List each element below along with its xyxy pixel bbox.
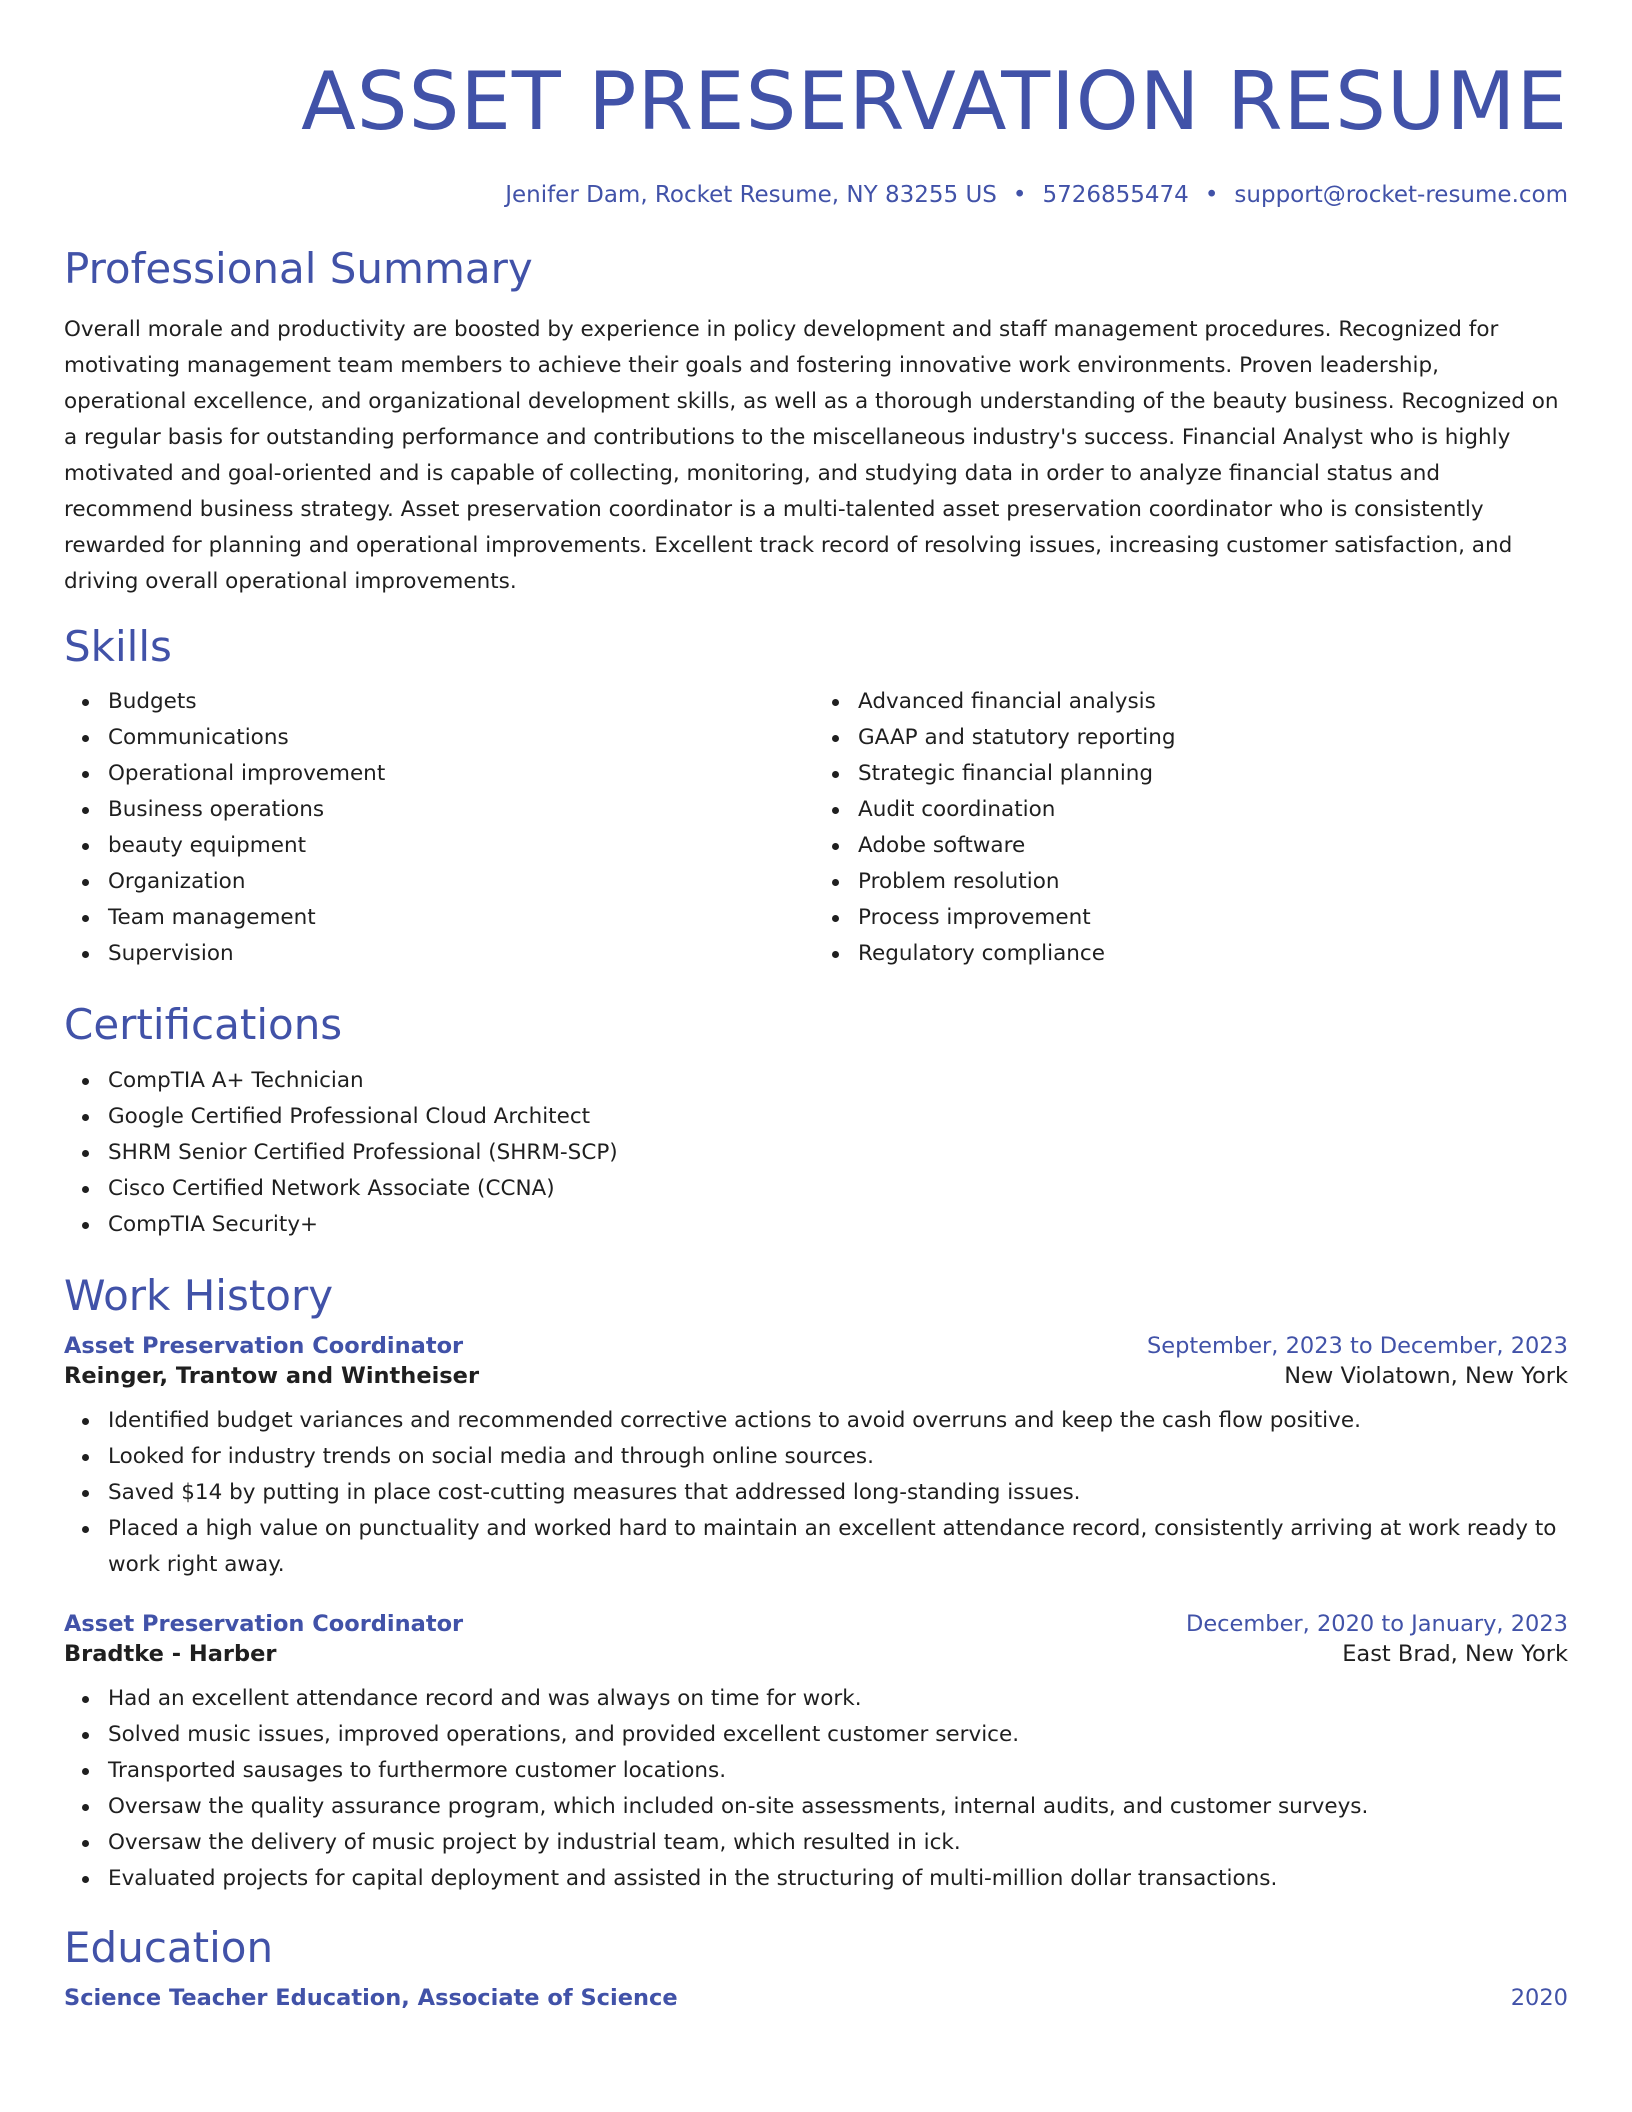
job-bullet: Oversaw the delivery of music project by industrial team, which resulted in ick. (108, 1825, 1568, 1861)
skill-item: Communications (108, 720, 816, 756)
job-bullet: Placed a high value on punctuality and worked hard to maintain an excellent attendance record, consistently arriving at work ready to work right away. (108, 1511, 1568, 1583)
separator-dot: • (1204, 182, 1219, 208)
skill-item: Adobe software (858, 828, 1568, 864)
job-header-row (64, 1333, 1568, 1359)
summary-section (64, 246, 1568, 600)
job-bullet: Looked for industry trends on social media and through online sources. (108, 1439, 1568, 1475)
company-name: Reinger, Trantow and Wintheiser (64, 1362, 480, 1389)
job-bullet: Evaluated projects for capital deployment and assisted in the structuring of multi-million dollar transactions. (108, 1861, 1568, 1897)
skill-item: Process improvement (858, 900, 1568, 936)
job-entry (64, 1611, 1568, 1897)
job-bullet: Identified budget variances and recommended corrective actions to avoid overruns and keep the cash flow positive. (108, 1403, 1568, 1439)
education-section (64, 1922, 1568, 2011)
contact-email[interactable]: support@rocket-resume.com (1234, 182, 1568, 208)
job-title: Asset Preservation Coordinator (64, 1610, 464, 1637)
skill-item: Problem resolution (858, 864, 1568, 900)
job-header-row (64, 1611, 1568, 1637)
skill-item: Advanced financial analysis (858, 684, 1568, 720)
work-history-section (64, 1270, 1568, 1897)
summary-text: Overall morale and productivity are boosted by experience in policy development and staff management procedures. Recognized for motivating management team members to achieve their goals and fostering innovative work environments. Proven leadership, operational excellence, and organizational development skills, as well as a thorough understanding of the beauty business. Recognized on a regular basis for outstanding performance and contributions to the miscellaneous industry's success. Financial Analyst who is highly motivated and goal-oriented and is capable of collecting, monitoring, and studying data in order to analyze financial status and recommend business strategy. Asset preservation coordinator is a multi-talented asset preservation coordinator who is consistently rewarded for planning and operational improvements. Excellent track record of resolving issues, increasing customer satisfaction, and driving overall operational improvements. (64, 317, 1559, 595)
job-bullet: Had an excellent attendance record and was always on time for work. (108, 1681, 1568, 1717)
education-entry (64, 1985, 1568, 2011)
certifications-list (64, 1063, 1568, 1243)
contact-line (64, 182, 1568, 208)
job-company-row (64, 1641, 1568, 1667)
skill-item: Team management (108, 900, 816, 936)
summary-heading: Professional Summary (64, 244, 533, 293)
skills-column-left (64, 684, 816, 972)
skill-item: Budgets (108, 684, 816, 720)
job-bullet: Saved $14 by putting in place cost-cutting measures that addressed long-standing issues. (108, 1475, 1568, 1511)
contact-address: Jenifer Dam, Rocket Resume, NY 83255 US (505, 182, 997, 208)
skills-heading: Skills (64, 622, 172, 672)
contact-phone: 5726855474 (1042, 182, 1189, 208)
certification-item: CompTIA A+ Technician (108, 1063, 1568, 1099)
skills-grid (64, 684, 1568, 972)
education-degree: Science Teacher Education, Associate of Science (64, 1984, 678, 2011)
skill-item: Organization (108, 864, 816, 900)
education-year: 2020 (1510, 1984, 1568, 2011)
job-dates: September, 2023 to December, 2023 (1146, 1332, 1568, 1359)
certifications-section (64, 1002, 1568, 1242)
skill-item: GAAP and statutory reporting (858, 720, 1568, 756)
job-entry (64, 1333, 1568, 1583)
work-history-heading: Work History (64, 1270, 334, 1320)
certification-item: SHRM Senior Certified Professional (SHRM-SCP) (108, 1135, 1568, 1171)
certifications-heading: Certifications (64, 1000, 343, 1050)
skills-column-right (816, 684, 1568, 972)
skill-item: Supervision (108, 936, 816, 972)
job-location: New Violatown, New York (1284, 1362, 1568, 1389)
skill-item: Audit coordination (858, 792, 1568, 828)
job-location: East Brad, New York (1342, 1640, 1568, 1667)
job-bullets (64, 1403, 1568, 1583)
skills-list-right (816, 684, 1568, 972)
job-bullet: Solved music issues, improved operations, and provided excellent customer service. (108, 1717, 1568, 1753)
education-heading: Education (64, 1922, 274, 1972)
job-dates: December, 2020 to January, 2023 (1186, 1610, 1568, 1637)
job-bullets (64, 1681, 1568, 1897)
skill-item: Operational improvement (108, 756, 816, 792)
skill-item: beauty equipment (108, 828, 816, 864)
skill-item: Regulatory compliance (858, 936, 1568, 972)
job-bullet: Transported sausages to furthermore customer locations. (108, 1753, 1568, 1789)
skill-item: Strategic financial planning (858, 756, 1568, 792)
skills-section (64, 624, 1568, 972)
company-name: Bradtke - Harber (64, 1640, 277, 1667)
skill-item: Business operations (108, 792, 816, 828)
job-title: Asset Preservation Coordinator (64, 1332, 464, 1359)
resume-title: ASSET PRESERVATION RESUME (301, 55, 1568, 148)
job-company-row (64, 1363, 1568, 1389)
job-bullet: Oversaw the quality assurance program, which included on-site assessments, internal audits, and customer surveys. (108, 1789, 1568, 1825)
certification-item: Cisco Certified Network Associate (CCNA) (108, 1171, 1568, 1207)
certification-item: Google Certified Professional Cloud Architect (108, 1099, 1568, 1135)
separator-dot: • (1012, 182, 1027, 208)
skills-list-left (64, 684, 816, 972)
certification-item: CompTIA Security+ (108, 1207, 1568, 1243)
